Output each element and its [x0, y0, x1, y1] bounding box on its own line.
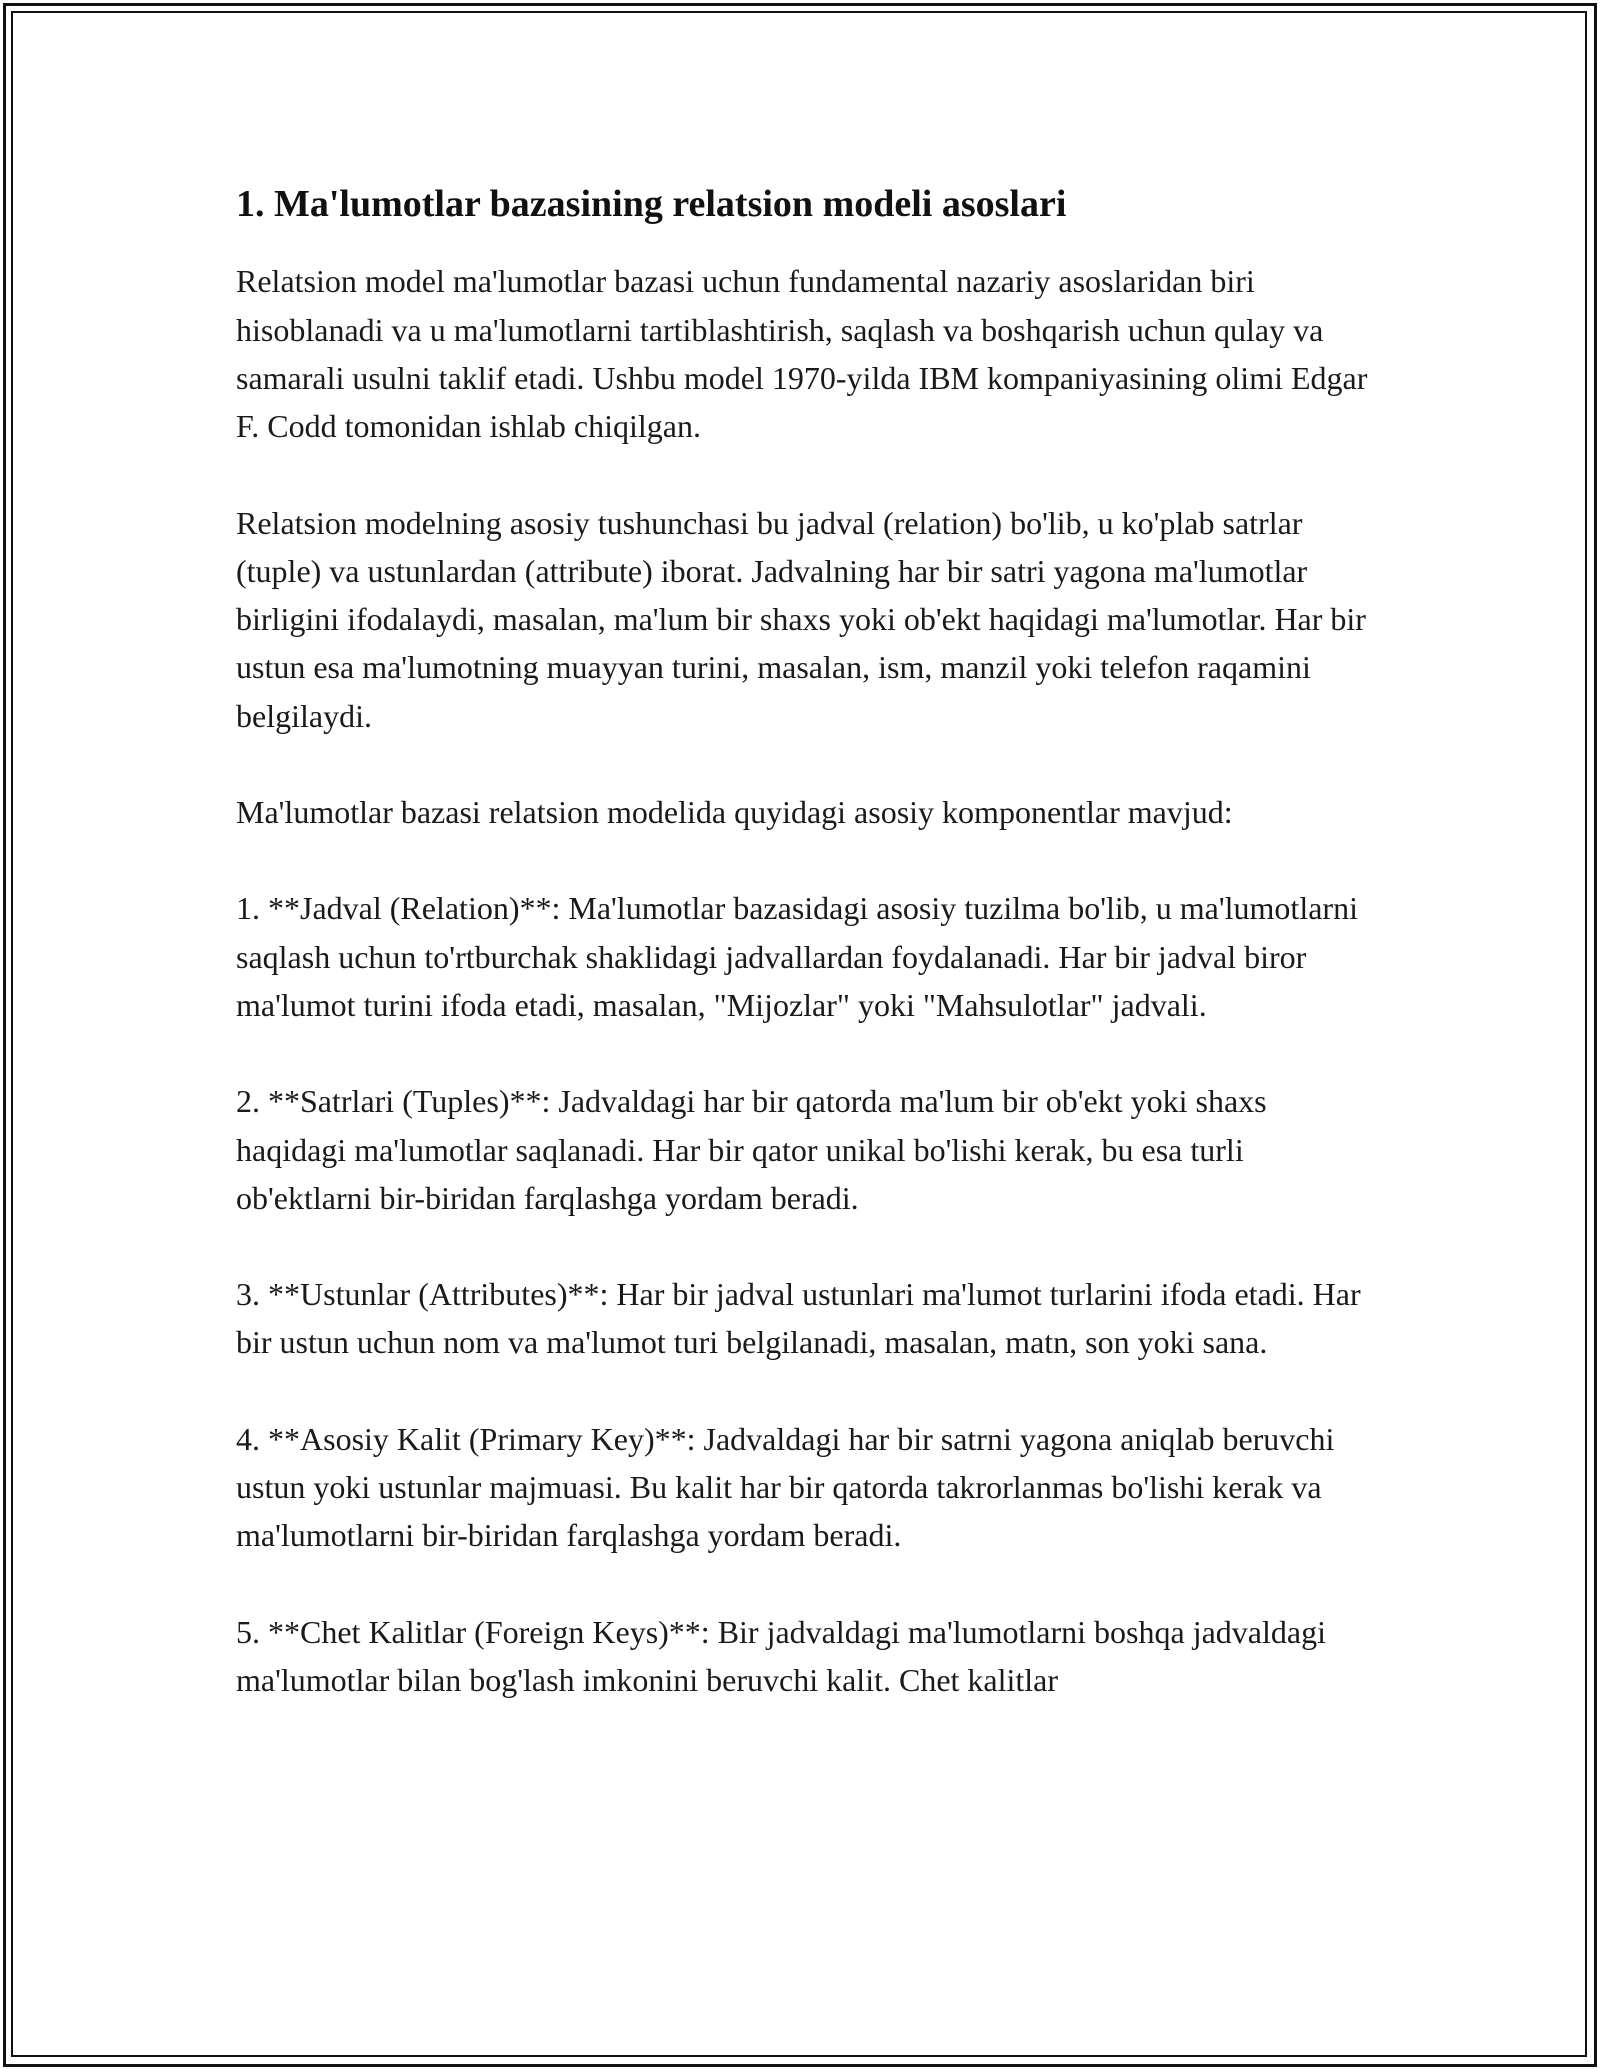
- list-item-attributes: 3. **Ustunlar (Attributes)**: Har bir jadval ustunlari ma'lumot turlarini ifoda etadi. Har bir ustun uchun nom va ma'lumot turi belgilanadi, masalan, matn, son yoki sana.: [236, 1276, 1361, 1361]
- section-title: 1. Ma'lumotlar bazasining relatsion modeli asoslari: [236, 183, 1067, 225]
- relation-concept-paragraph: Relatsion modelning asosiy tushunchasi bu jadval (relation) bo'lib, u ko'plab satrlar (tuple) va ustunlardan (attribute) iborat. Jadvalning har bir satri yagona ma'lumotlar birligini ifodalaydi, masalan, ma'lum bir shaxs yoki ob'ekt haqidagi ma'lumotlar. Har bir ustun esa ma'lumotning muayyan turini, masalan, ism, manzil yoki telefon raqamini belgilaydi.: [236, 504, 1366, 734]
- list-item-primary-key: 4. **Asosiy Kalit (Primary Key)**: Jadvaldagi har bir satrni yagona aniqlab beruvchi ustun yoki ustunlar majmuasi. Bu kalit har bir qatorda takrorlanmas bo'lishi kerak va ma'lumotlarni bir-biridan farqlashga yordam beradi.: [236, 1420, 1335, 1554]
- intro-paragraph: Relatsion model ma'lumotlar bazasi uchun fundamental nazariy asoslaridan biri hisoblanadi va u ma'lumotlarni tartiblashtirish, saqlash va boshqarish uchun qulay va samarali usulni taklif etadi. Ushbu model 1970-yilda IBM kompaniyasining olimi Edgar F. Codd tomonidan ishlab chiqilgan.: [236, 263, 1368, 445]
- list-item-relation: 1. **Jadval (Relation)**: Ma'lumotlar bazasidagi asosiy tuzilma bo'lib, u ma'lumotlarni saqlash uchun to'rtburchak shaklidagi jadvallardan foydalanadi. Har bir jadval biror ma'lumot turini ifoda etadi, masalan, "Mijozlar" yoki "Mahsulotlar" jadvali.: [236, 890, 1358, 1023]
- list-item-tuples: 2. **Satrlari (Tuples)**: Jadvaldagi har bir qatorda ma'lum bir ob'ekt yoki shaxs haqidagi ma'lumotlar saqlanadi. Har bir qator unikal bo'lishi kerak, bu esa turli ob'ektlarni bir-biridan farqlashga yordam beradi.: [236, 1083, 1267, 1216]
- components-intro-paragraph: Ma'lumotlar bazasi relatsion modelida quyidagi asosiy komponentlar mavjud:: [236, 794, 1233, 831]
- list-item-foreign-keys: 5. **Chet Kalitlar (Foreign Keys)**: Bir jadvaldagi ma'lumotlarni boshqa jadvaldagi ma'lumotlar bilan bog'lash imkonini beruvchi kalit. Chet kalitlar: [236, 1613, 1326, 1698]
- document-body: [236, 180, 1376, 1752]
